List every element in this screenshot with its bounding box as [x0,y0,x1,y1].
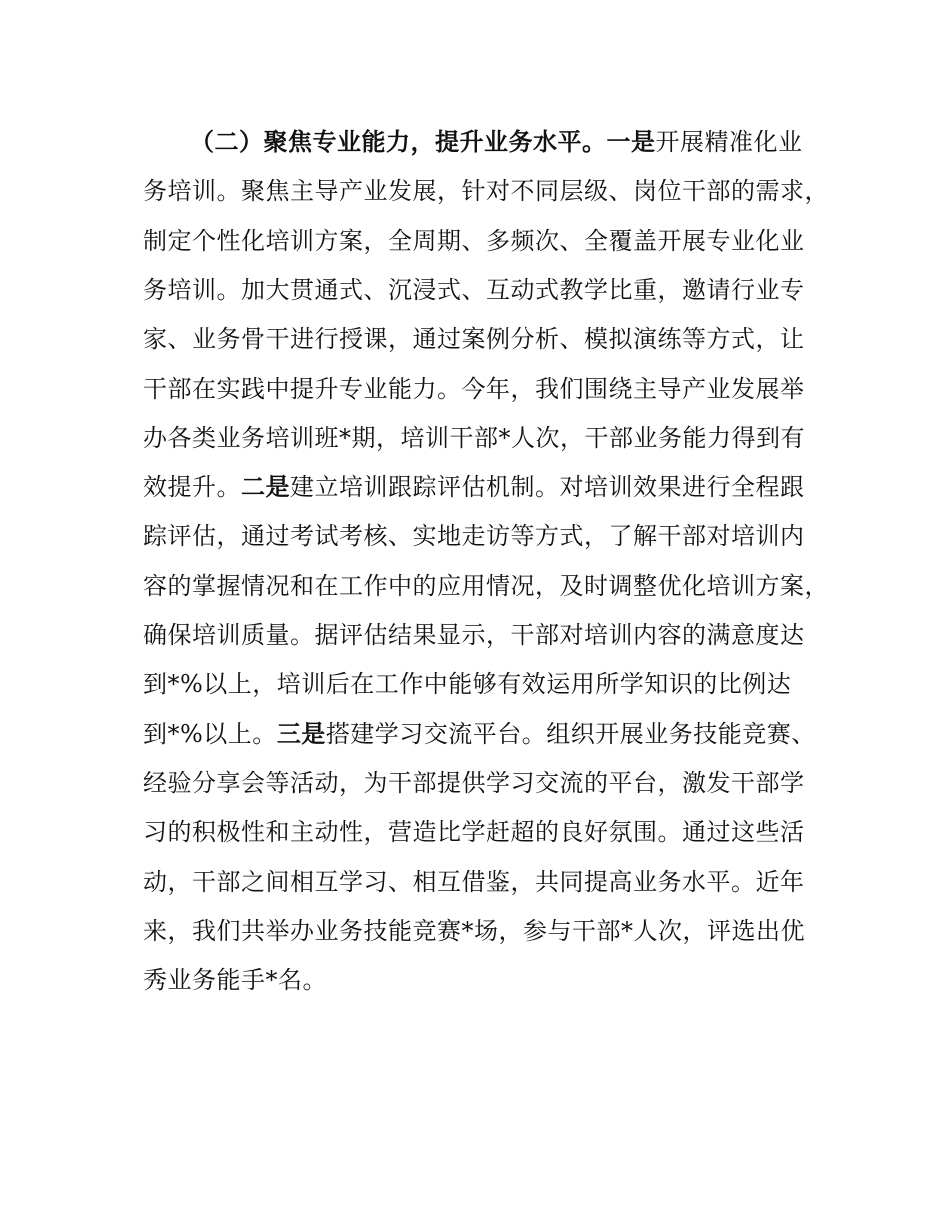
paragraph-line [143,171,843,211]
text-segment: 制定个性化培训方案，全周期、多频次、全覆盖开展专业化业 [143,226,805,255]
text-segment: 到*%以上，培训后在工作中能够有效运用所学知识的比例达 [143,670,792,699]
text-segment: 确保培训质量。据评估结果显示，干部对培训内容的满意度达 [143,621,805,649]
paragraph-line [143,615,843,655]
paragraph-line [143,862,843,902]
text-segment: 家、业务骨干进行授课，通过案例分析、模拟演练等方式，让 [143,325,805,354]
text-segment: 开展精准化业 [655,128,803,156]
text-segment: 来，我们共举办业务技能竞赛*场，参与干部*人次，评选出优 [143,916,805,945]
paragraph-line [190,122,890,162]
paragraph-line [143,664,843,704]
paragraph-line [143,714,843,754]
paragraph-line [143,467,843,507]
paragraph-line [143,566,843,606]
text-segment: 容的掌握情况和在工作中的应用情况，及时调整优化培训方案， [143,571,829,600]
text-segment: 干部在实践中提升专业能力。今年，我们围绕主导产业发展举 [143,374,805,403]
text-segment: 踪评估，通过考试考核、实地走访等方式，了解干部对培训内 [143,522,805,551]
text-segment: 办各类业务培训班*期，培训干部*人次，干部业务能力得到有 [143,423,805,452]
paragraph-line [143,516,843,556]
paragraph-line [143,763,843,803]
text-segment: 搭建学习交流平台。组织开展业务技能竞赛、 [325,719,816,748]
paragraph-line [143,270,843,310]
text-segment: 效提升。 [143,473,241,502]
paragraph-line [143,812,843,852]
text-segment: 务培训。聚焦主导产业发展，针对不同层级、岗位干部的需求， [143,177,829,206]
text-segment: 经验分享会等活动，为干部提供学习交流的平台，激发干部学 [143,768,805,797]
bold-text-segment: 二是 [241,473,290,502]
bold-text-segment: （二）聚焦专业能力，提升业务水平。一是 [190,128,656,156]
text-segment: 动，干部之间相互学习、相互借鉴，共同提高业务水平。近年 [143,867,805,896]
paragraph-line [143,369,843,409]
paragraph-line [143,221,843,261]
text-segment: 习的积极性和主动性，营造比学赶超的良好氛围。通过这些活 [143,818,805,847]
text-segment: 秀业务能手*名。 [143,966,327,995]
paragraph-line [143,319,843,359]
text-segment: 建立培训跟踪评估机制。对培训效果进行全程跟 [290,473,805,502]
text-segment: 到*%以上。 [143,719,277,748]
paragraph-line [143,911,843,951]
paragraph-line [143,418,843,458]
paragraph-line [143,960,843,1000]
bold-text-segment: 三是 [276,719,326,748]
text-segment: 务培训。加大贯通式、沉浸式、互动式教学比重，邀请行业专 [143,275,805,304]
